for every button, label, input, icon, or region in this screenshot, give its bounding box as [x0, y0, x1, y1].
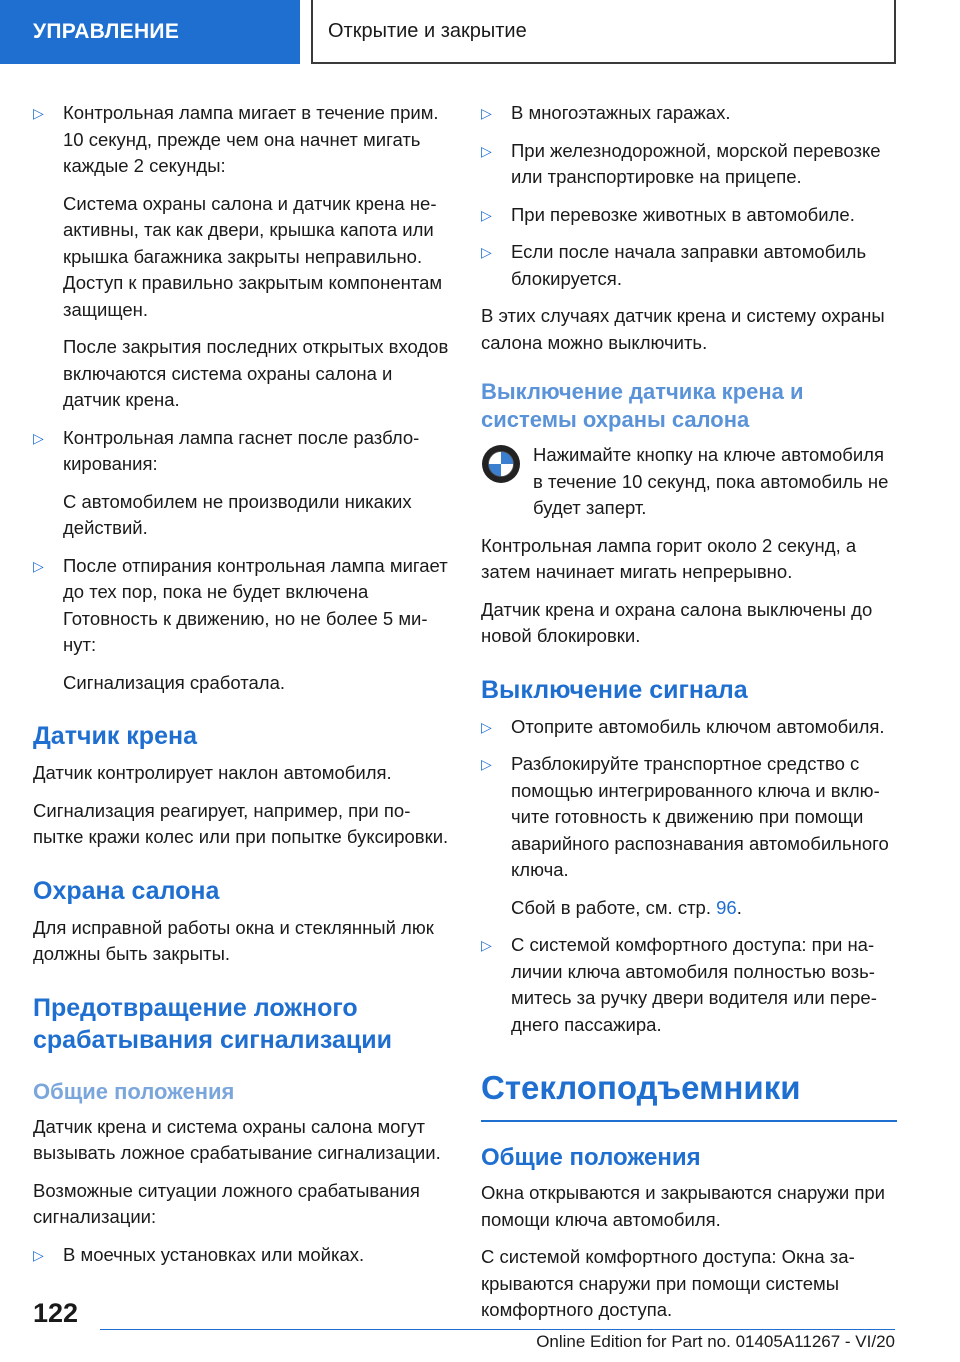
- bullet-text: Контрольная лампа гаснет после разблокирования:: [63, 426, 420, 474]
- bullet-paragraph: [511, 895, 897, 922]
- bullet-paragraph: После закрытия последних открытых входов включаются система охраны салона и датчик крена.: [63, 336, 449, 410]
- paragraph: В этих случаях датчик крена и систему охраны салона можно выключить.: [481, 305, 885, 353]
- header-chapter-label: Открытие и закрытие: [328, 19, 527, 42]
- heading-tilt-sensor: Датчик крена: [33, 722, 197, 750]
- subheading-general: Общие положения: [33, 1078, 235, 1104]
- paragraph: Возможные ситуации ложного срабатывания сигнализации:: [33, 1179, 420, 1227]
- paragraph: Для исправной работы окна и стеклянный люк должны быть закрыты.: [33, 916, 434, 964]
- list-item: [481, 751, 897, 921]
- triangle-bullet-icon: ▷: [481, 244, 492, 260]
- triangle-bullet-icon: ▷: [33, 557, 44, 574]
- bullet-paragraph: Сигнализация сработала.: [63, 671, 286, 693]
- paragraph: Нажимайте кнопку на ключе автомобиля в течение 10 секунд, пока автомобиль не будет заперт.: [533, 444, 889, 518]
- footer-edition: Online Edition for Part no. 01405A11267 - VI/20: [536, 1332, 895, 1351]
- bullet-text: Контрольная лампа мигает в течение прим. 10 секунд, прежде чем она начнет мигать каждые 2 секунды:: [63, 102, 439, 176]
- bmw-logo-icon: [481, 444, 521, 484]
- heading-alarm-off: Выключение сигнала: [481, 675, 748, 704]
- heading-disable-sensors: Выключение датчика крена и системы охраны салона: [481, 379, 804, 432]
- paragraph: Сигнализация реагирует, например, при попытке кражи колес или при попытке буксировки.: [33, 799, 449, 847]
- subheading-general: Общие положения: [481, 1144, 701, 1171]
- list-item: [481, 138, 897, 191]
- triangle-bullet-icon: ▷: [481, 105, 492, 121]
- triangle-bullet-icon: ▷: [33, 429, 44, 446]
- ref-prefix: Сбой в работе, см. стр.: [511, 896, 717, 918]
- list-item: [481, 932, 897, 1038]
- header-section-tab: [0, 0, 300, 64]
- triangle-bullet-icon: ▷: [481, 756, 492, 772]
- heading-false-alarm: Предотвращение ложного срабатывания сигнализации: [33, 993, 393, 1054]
- left-column: [33, 100, 453, 1279]
- triangle-bullet-icon: ▷: [481, 206, 492, 223]
- list-item: [481, 202, 897, 229]
- bullet-paragraph: С автомобилем не производили никаких действий.: [63, 490, 412, 538]
- page-ref-link[interactable]: 96: [716, 896, 737, 918]
- ref-suffix: .: [736, 896, 742, 918]
- list-item: [481, 239, 897, 292]
- paragraph: Контрольная лампа горит около 2 секунд, а затем начинает мигать непрерывно.: [481, 534, 857, 582]
- paragraph: Датчик крена и охрана салона выключены до новой блокировки.: [481, 598, 873, 646]
- paragraph: С системой комфортного доступа: Окна закрываются снаружи при помощи системы комфортного доступа.: [481, 1246, 855, 1320]
- bullet-text: С системой комфортного доступа: при наличии ключа автомобиля полностью возьмитесь за ручку двери водителя или переднего пассажира.: [511, 934, 877, 1035]
- footer-divider: [100, 1329, 895, 1330]
- triangle-bullet-icon: ▷: [33, 1246, 44, 1263]
- list-item: [33, 100, 453, 414]
- bullet-text: При перевозке животных в автомобиле.: [511, 203, 855, 225]
- triangle-bullet-icon: ▷: [33, 105, 44, 121]
- header-section-label: УПРАВЛЕНИЕ: [33, 20, 180, 43]
- bullet-text: Если после начала заправки автомобиль блокируется.: [511, 241, 867, 289]
- paragraph: Датчик контролирует наклон автомобиля.: [33, 762, 392, 783]
- list-item: [481, 100, 897, 127]
- bullet-text: В многоэтажных гаражах.: [511, 102, 731, 123]
- page-number: 122: [33, 1298, 79, 1328]
- bullet-text: Разблокируйте транспортное средство с помощью интегрированного ключа и включите готовность к движению при помощи аварийного распознавания автомобильного ключа.: [511, 753, 889, 880]
- bullet-text: При железнодорожной, морской перевозке или транспортировке на прицепе.: [511, 139, 881, 187]
- list-item: [33, 553, 453, 697]
- paragraph: Датчик крена и система охраны салона могут вызывать ложное срабатывание сигнализации.: [33, 1115, 441, 1163]
- bullet-text: Отоприте автомобиль ключом автомобиля.: [511, 715, 885, 737]
- list-item: [481, 714, 897, 741]
- header-chapter-title: [311, 0, 896, 64]
- bullet-text: После отпирания контрольная лампа мигает до тех пор, пока не будет включена Готовность к движению, но не более 5 минут:: [63, 554, 448, 655]
- bullet-text: В моечных установках или мойках.: [63, 1243, 365, 1265]
- triangle-bullet-icon: ▷: [481, 142, 492, 159]
- paragraph: Окна открываются и закрываются снаружи при помощи ключа автомобиля.: [481, 1182, 885, 1230]
- triangle-bullet-icon: ▷: [481, 718, 492, 735]
- heading-windows: Стеклоподъемники: [481, 1068, 897, 1122]
- triangle-bullet-icon: ▷: [481, 937, 492, 953]
- key-instruction: [481, 442, 897, 533]
- right-column: [481, 100, 897, 1335]
- bullet-paragraph: Система охраны салона и датчик крена неактивны, так как двери, крышка капота или крышка багажника закрыты неправильно. Доступ к правильно закрытым компонентам защищен.: [63, 192, 443, 320]
- list-item: [33, 1242, 453, 1269]
- heading-interior-protection: Охрана салона: [33, 876, 220, 905]
- list-item: [33, 425, 453, 542]
